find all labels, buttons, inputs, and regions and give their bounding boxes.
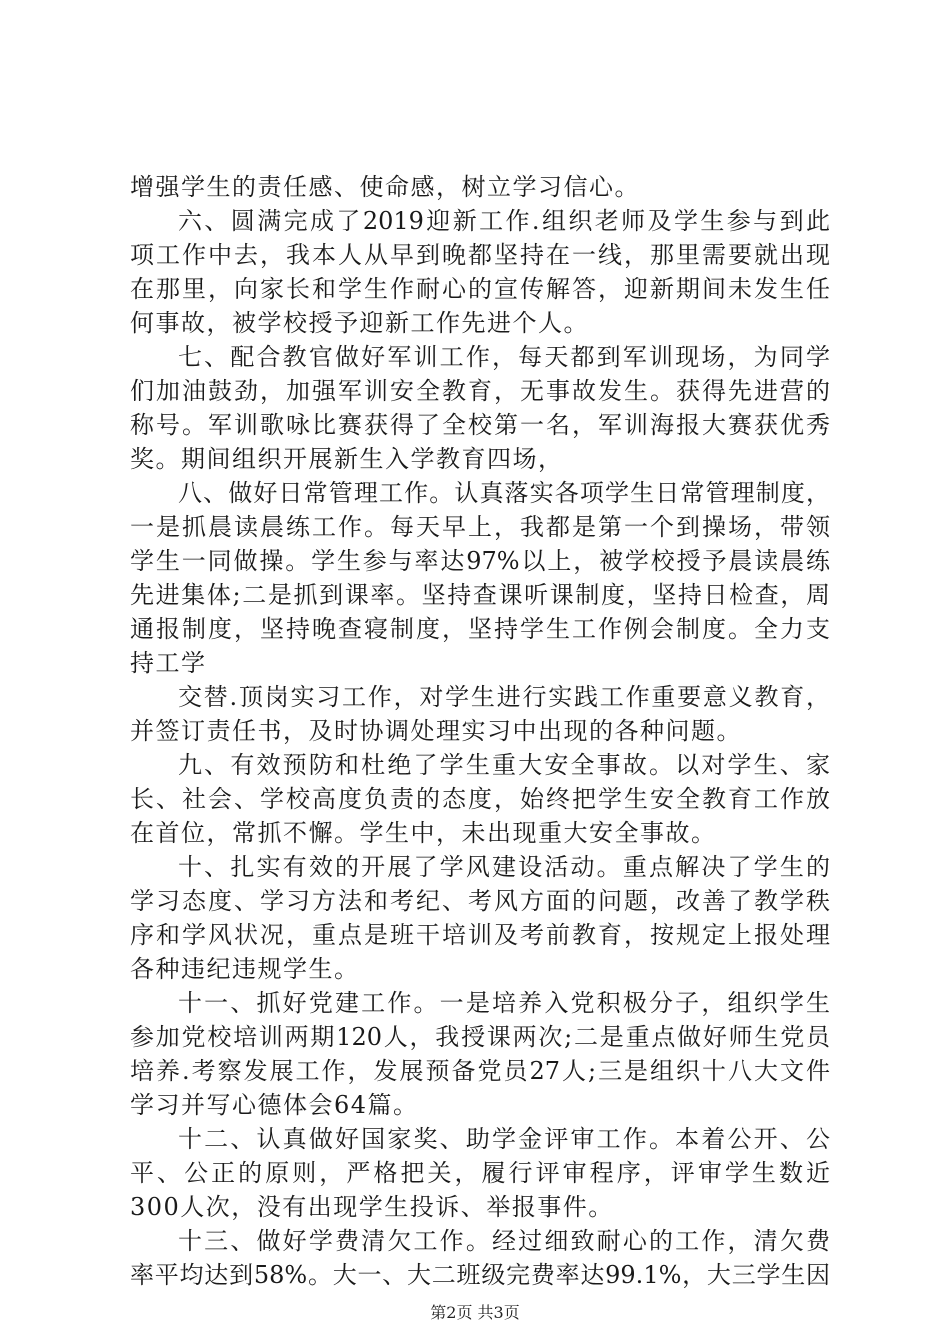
text-line: 七、配合教官做好军训工作，每天都到军训现场，为同学 xyxy=(178,343,830,371)
text-line: 学习态度、学习方法和考纪、考风方面的问题，改善了教学秩 xyxy=(130,887,830,915)
text-line: 们加油鼓劲，加强军训安全教育，无事故发生。获得先进营的 xyxy=(130,377,830,405)
text-line: 各种违纪违规学生。 xyxy=(130,955,360,983)
page-footer: 第2页 共3页 xyxy=(430,1303,520,1322)
text-line: 持工学 xyxy=(130,649,207,677)
text-line: 项工作中去，我本人从早到晚都坚持在一线，那里需要就出现 xyxy=(130,241,830,269)
text-line: 先进集体;二是抓到课率。坚持查课听课制度，坚持日检查，周 xyxy=(130,581,830,609)
text-line: 平、公正的原则，严格把关，履行评审程序，评审学生数近 xyxy=(130,1159,830,1187)
text-line: 一是抓晨读晨练工作。每天早上，我都是第一个到操场，带领 xyxy=(130,513,830,541)
text-line: 六、圆满完成了2019迎新工作.组织老师及学生参与到此 xyxy=(178,207,830,235)
text-line: 在那里，向家长和学生作耐心的宣传解答，迎新期间未发生任 xyxy=(130,275,830,303)
text-line: 奖。期间组织开展新生入学教育四场， xyxy=(130,445,564,473)
text-line: 增强学生的责任感、使命感，树立学习信心。 xyxy=(130,173,640,201)
text-line: 长、社会、学校高度负责的态度，始终把学生安全教育工作放 xyxy=(130,785,830,813)
text-line: 率平均达到58%。大一、大二班级完费率达99.1%，大三学生因 xyxy=(130,1261,830,1289)
text-line: 何事故，被学校授予迎新工作先进个人。 xyxy=(130,309,589,337)
text-line: 十、扎实有效的开展了学风建设活动。重点解决了学生的 xyxy=(178,853,830,881)
text-line: 300人次，没有出现学生投诉、举报事件。 xyxy=(130,1193,614,1221)
text-line: 称号。军训歌咏比赛获得了全校第一名，军训海报大赛获优秀 xyxy=(130,411,830,439)
text-line: 学习并写心德体会64篇。 xyxy=(130,1091,419,1119)
text-line: 培养.考察发展工作，发展预备党员27人;三是组织十八大文件 xyxy=(130,1057,830,1085)
text-line: 在首位，常抓不懈。学生中，未出现重大安全事故。 xyxy=(130,819,717,847)
text-line: 九、有效预防和杜绝了学生重大安全事故。以对学生、家 xyxy=(178,751,830,779)
text-line: 并签订责任书，及时协调处理实习中出现的各种问题。 xyxy=(130,717,742,745)
text-line: 参加党校培训两期120人，我授课两次;二是重点做好师生党员 xyxy=(130,1023,830,1051)
text-line: 交替.顶岗实习工作，对学生进行实践工作重要意义教育， xyxy=(178,683,830,711)
text-line: 十一、抓好党建工作。一是培养入党积极分子，组织学生 xyxy=(178,989,830,1017)
text-line: 十二、认真做好国家奖、助学金评审工作。本着公开、公 xyxy=(178,1125,830,1153)
text-line: 学生一同做操。学生参与率达97%以上，被学校授予晨读晨练 xyxy=(130,547,830,575)
text-line: 序和学风状况，重点是班干培训及考前教育，按规定上报处理 xyxy=(130,921,830,949)
text-line: 十三、做好学费清欠工作。经过细致耐心的工作，清欠费 xyxy=(178,1227,830,1255)
text-line: 通报制度，坚持晚查寝制度，坚持学生工作例会制度。全力支 xyxy=(130,615,830,643)
text-line: 八、做好日常管理工作。认真落实各项学生日常管理制度， xyxy=(178,479,830,507)
